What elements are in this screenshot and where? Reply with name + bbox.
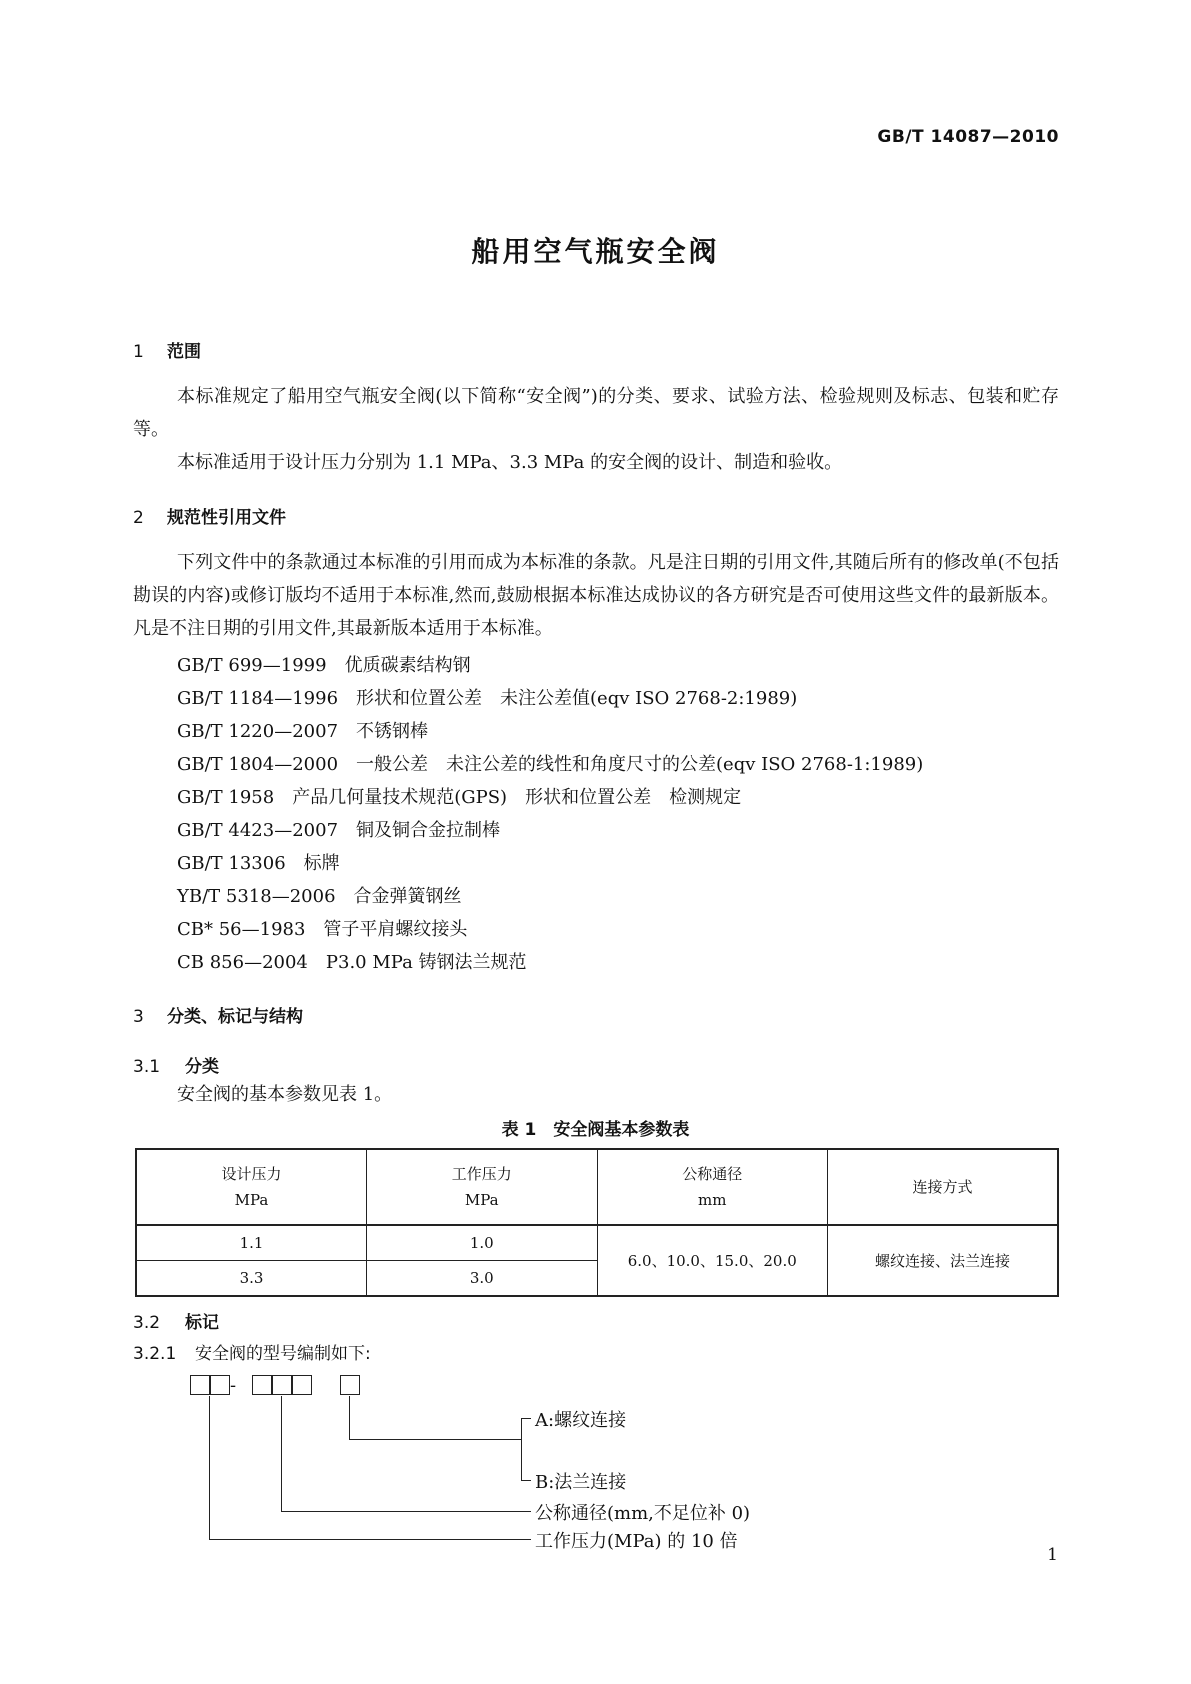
connector-line bbox=[521, 1480, 531, 1481]
cell-working-pressure: 3.0 bbox=[367, 1261, 598, 1297]
code-box bbox=[292, 1375, 312, 1395]
section-title: 分类 bbox=[185, 1057, 219, 1077]
parameters-table bbox=[135, 1148, 1059, 1297]
table-caption: 表 1 安全阀基本参数表 bbox=[501, 1120, 690, 1140]
code-box bbox=[210, 1375, 230, 1395]
section-title: 范围 bbox=[167, 342, 201, 362]
header-label: 设计压力 bbox=[221, 1165, 282, 1183]
section-title: 规范性引用文件 bbox=[167, 508, 286, 528]
header-nominal-diameter bbox=[597, 1149, 828, 1225]
cell-design-pressure: 1.1 bbox=[136, 1225, 367, 1261]
standard-code: GB/T 14087—2010 bbox=[877, 127, 1059, 147]
label-working-pressure: 工作压力(MPa) 的 10 倍 bbox=[535, 1531, 738, 1552]
model-code-diagram bbox=[180, 1375, 800, 1552]
section-3-1-paragraph: 安全阀的基本参数见表 1。 bbox=[177, 1084, 393, 1105]
section-1-paragraph-2: 本标准适用于设计压力分别为 1.1 MPa、3.3 MPa 的安全阀的设计、制造和验收。 bbox=[177, 452, 843, 473]
cell-working-pressure: 1.0 bbox=[367, 1225, 598, 1261]
header-design-pressure bbox=[136, 1149, 367, 1225]
section-2-heading bbox=[133, 503, 286, 528]
cell-connection-type: 螺纹连接、法兰连接 bbox=[828, 1225, 1059, 1296]
cell-design-pressure: 3.3 bbox=[136, 1261, 367, 1297]
table-row bbox=[136, 1225, 1058, 1261]
section-number: 3.1 bbox=[133, 1057, 161, 1077]
header-working-pressure bbox=[367, 1149, 598, 1225]
header-unit: MPa bbox=[464, 1191, 499, 1209]
section-3-1-heading bbox=[133, 1052, 219, 1077]
cell-nominal-diameter: 6.0、10.0、15.0、20.0 bbox=[597, 1225, 828, 1296]
connector-line bbox=[349, 1396, 350, 1439]
reference-item: GB/T 1804—2000 一般公差 未注公差的线性和角度尺寸的公差(eqv ISO 2768-1:1989) bbox=[177, 754, 924, 775]
reference-item: GB/T 4423—2007 铜及铜合金拉制棒 bbox=[177, 820, 501, 841]
section-number: 2 bbox=[133, 508, 144, 528]
header-connection-type: 连接方式 bbox=[828, 1149, 1059, 1225]
header-label: 工作压力 bbox=[451, 1165, 512, 1183]
section-title: 标记 bbox=[185, 1313, 219, 1333]
label-flange-connection: B:法兰连接 bbox=[535, 1472, 627, 1493]
connector-line bbox=[521, 1418, 522, 1480]
section-3-2-heading bbox=[133, 1308, 219, 1333]
reference-item: GB/T 13306 标牌 bbox=[177, 853, 340, 874]
label-nominal-diameter: 公称通径(mm,不足位补 0) bbox=[535, 1503, 751, 1524]
reference-item: CB* 56—1983 管子平肩螺纹接头 bbox=[177, 919, 468, 940]
connector-line bbox=[349, 1439, 521, 1440]
header-unit: MPa bbox=[234, 1191, 269, 1209]
reference-item: GB/T 1184—1996 形状和位置公差 未注公差值(eqv ISO 2768-2:1989) bbox=[177, 688, 798, 709]
header-label: 公称通径 bbox=[682, 1165, 743, 1183]
reference-item: GB/T 699—1999 优质碳素结构钢 bbox=[177, 655, 471, 676]
section-1-heading bbox=[133, 337, 201, 362]
header-unit: mm bbox=[698, 1191, 727, 1209]
section-1-paragraph-1: 本标准规定了船用空气瓶安全阀(以下简称“安全阀”)的分类、要求、试验方法、检验规则及标志、包装和贮存等。 bbox=[133, 386, 1059, 440]
code-dash: - bbox=[230, 1375, 237, 1396]
code-box bbox=[252, 1375, 272, 1395]
connector-line bbox=[521, 1418, 531, 1419]
section-title: 安全阀的型号编制如下: bbox=[195, 1344, 371, 1364]
reference-item: GB/T 1958 产品几何量技术规范(GPS) 形状和位置公差 检测规定 bbox=[177, 787, 742, 808]
label-thread-connection: A:螺纹连接 bbox=[535, 1410, 627, 1431]
code-box bbox=[190, 1375, 210, 1395]
section-number: 3 bbox=[133, 1007, 144, 1027]
section-2-paragraph: 下列文件中的条款通过本标准的引用而成为本标准的条款。凡是注日期的引用文件,其随后所有的修改单(不包括勘误的内容)或修订版均不适用于本标准,然而,鼓励根据本标准达成协议的各方研究是否可使用这些文件的最新版本。凡是不注日期的引用文件,其最新版本适用于本标准。 bbox=[133, 552, 1059, 639]
reference-item: CB 856—2004 P3.0 MPa 铸钢法兰规范 bbox=[177, 952, 527, 973]
page-number: 1 bbox=[1047, 1545, 1058, 1565]
reference-item: GB/T 1220—2007 不锈钢棒 bbox=[177, 721, 429, 742]
document-title: 船用空气瓶安全阀 bbox=[471, 235, 720, 268]
connector-line bbox=[209, 1539, 531, 1540]
connector-line bbox=[281, 1511, 531, 1512]
connector-line bbox=[209, 1396, 210, 1539]
code-box bbox=[340, 1375, 360, 1395]
section-number: 3.2.1 bbox=[133, 1344, 177, 1364]
code-box bbox=[272, 1375, 292, 1395]
table-header-row bbox=[136, 1149, 1058, 1225]
connector-line bbox=[281, 1396, 282, 1511]
section-3-heading bbox=[133, 1002, 303, 1027]
section-number: 3.2 bbox=[133, 1313, 161, 1333]
section-3-2-1-heading bbox=[133, 1339, 371, 1364]
section-title: 分类、标记与结构 bbox=[167, 1007, 303, 1027]
section-number: 1 bbox=[133, 342, 144, 362]
reference-item: YB/T 5318—2006 合金弹簧钢丝 bbox=[177, 886, 462, 907]
